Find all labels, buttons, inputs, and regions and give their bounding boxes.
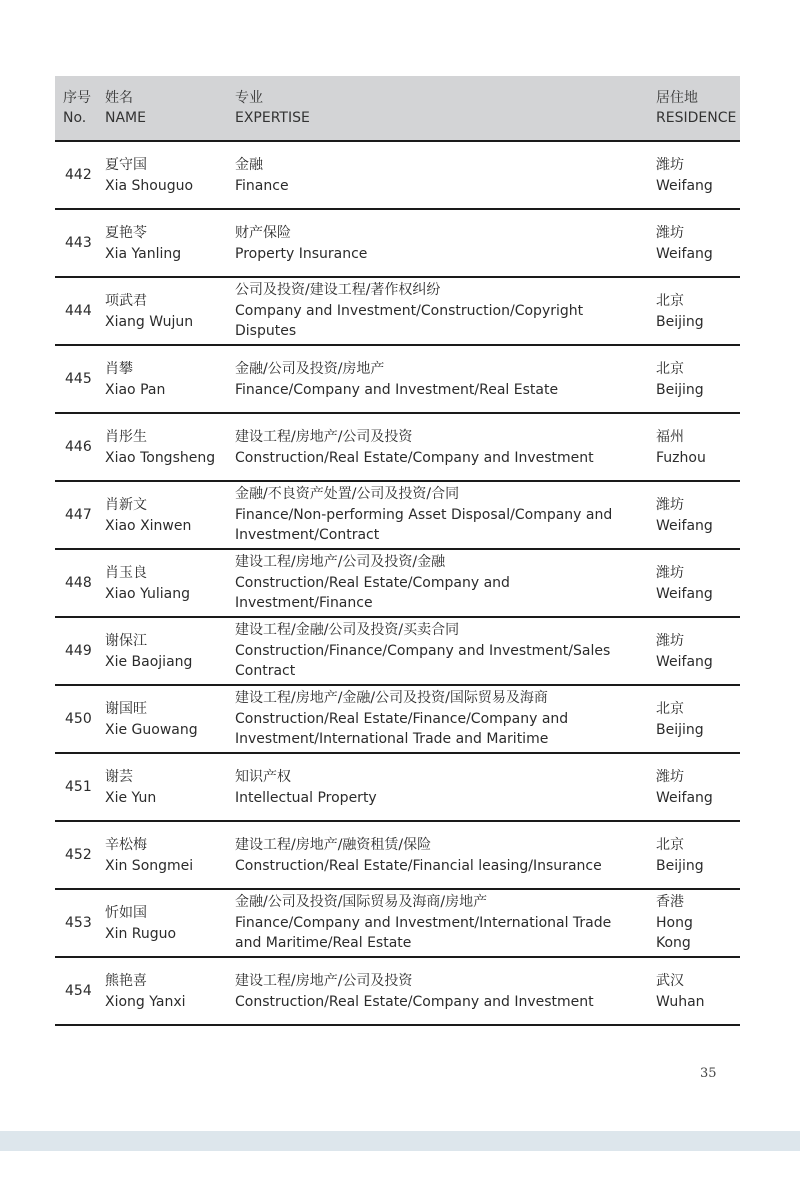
expertise-line: Disputes — [235, 323, 297, 339]
row-expertise — [235, 767, 635, 808]
residence-line: 武汉 — [656, 973, 684, 989]
expertise-line: 金融 — [235, 157, 263, 173]
footer-band — [0, 1131, 800, 1151]
row-name — [105, 359, 230, 400]
residence-line: 潍坊 — [656, 225, 684, 241]
expertise-line: Construction/Finance/Company and Investment/Sales — [235, 642, 611, 659]
residence-line: 北京 — [656, 293, 684, 309]
row-name — [105, 223, 230, 264]
residence-line: 潍坊 — [656, 497, 684, 513]
row-residence — [656, 699, 740, 740]
expertise-line: Finance — [235, 177, 289, 194]
row-expertise — [235, 835, 635, 876]
table-body — [55, 142, 740, 1026]
row-expertise — [235, 620, 635, 682]
expertise-line: Investment/Contract — [235, 527, 380, 543]
row-number: 448 — [65, 575, 92, 591]
table-row — [55, 958, 740, 1026]
row-expertise — [235, 971, 635, 1012]
residence-line: Weifang — [656, 653, 713, 670]
row-number: 445 — [65, 371, 92, 387]
row-name — [105, 699, 230, 740]
expertise-line: 财产保险 — [235, 225, 291, 241]
expertise-line: Construction/Real Estate/Company and Investment — [235, 993, 594, 1010]
row-number: 453 — [65, 915, 92, 931]
expertise-line: Construction/Real Estate/Financial leasing/Insurance — [235, 857, 602, 874]
row-number: 442 — [65, 167, 92, 183]
table-row — [55, 890, 740, 958]
name-english: Xiao Yuliang — [105, 585, 191, 602]
residence-line: Beijing — [656, 721, 704, 738]
residence-line: Weifang — [656, 517, 713, 534]
name-english: Xie Yun — [105, 789, 157, 806]
row-name — [105, 155, 230, 196]
residence-line: Hong — [656, 914, 693, 931]
lawyer-directory-table — [55, 76, 740, 1026]
name-chinese: 肖彤生 — [105, 429, 147, 445]
row-residence — [656, 495, 740, 536]
expertise-line: 金融/不良资产处置/公司及投资/合同 — [235, 486, 460, 502]
expertise-line: Investment/Finance — [235, 595, 373, 611]
expertise-line: 金融/公司及投资/房地产 — [235, 361, 385, 377]
name-english: Xin Ruguo — [105, 925, 177, 942]
row-name — [105, 971, 230, 1012]
residence-line: Weifang — [656, 245, 713, 262]
row-expertise — [235, 688, 635, 750]
name-chinese: 谢保江 — [105, 633, 147, 649]
row-expertise — [235, 552, 635, 614]
table-row — [55, 346, 740, 414]
residence-line: 潍坊 — [656, 769, 684, 785]
row-expertise — [235, 359, 635, 400]
header-no: 序号 No. — [63, 90, 91, 126]
residence-line: 福州 — [656, 429, 684, 445]
residence-line: Fuzhou — [656, 449, 706, 466]
expertise-line: Construction/Real Estate/Company and Investment — [235, 449, 594, 466]
residence-line: Weifang — [656, 585, 713, 602]
expertise-line: 金融/公司及投资/国际贸易及海商/房地产 — [235, 894, 488, 910]
residence-line: 北京 — [656, 701, 684, 717]
row-number: 447 — [65, 507, 92, 523]
name-chinese: 肖玉良 — [105, 565, 147, 581]
row-expertise — [235, 484, 635, 546]
row-residence — [656, 971, 740, 1012]
name-chinese: 熊艳喜 — [105, 973, 147, 989]
name-chinese: 辛松梅 — [105, 837, 147, 853]
expertise-line: 公司及投资/建设工程/著作权纠纷 — [235, 282, 441, 298]
name-chinese: 肖攀 — [105, 361, 133, 377]
row-number: 451 — [65, 779, 92, 795]
table-row — [55, 822, 740, 890]
header-residence: 居住地 RESIDENCE — [656, 90, 737, 126]
residence-line: 北京 — [656, 361, 684, 377]
expertise-line: Finance/Company and Investment/Real Estate — [235, 381, 559, 398]
name-chinese: 谢国旺 — [105, 701, 147, 717]
row-residence — [656, 835, 740, 876]
page-number: 35 — [700, 1066, 717, 1081]
row-number: 454 — [65, 983, 92, 999]
name-english: Xin Songmei — [105, 857, 194, 874]
row-residence — [656, 563, 740, 604]
expertise-line: Property Insurance — [235, 245, 368, 262]
row-name — [105, 835, 230, 876]
row-residence — [656, 427, 740, 468]
table-row — [55, 550, 740, 618]
row-residence — [656, 291, 740, 332]
row-name — [105, 631, 230, 672]
name-english: Xie Guowang — [105, 721, 198, 738]
name-english: Xie Baojiang — [105, 653, 193, 670]
expertise-line: Construction/Real Estate/Finance/Company and — [235, 710, 569, 727]
name-chinese: 夏艳苓 — [105, 225, 147, 241]
name-chinese: 忻如国 — [105, 905, 147, 921]
expertise-line: 建设工程/房地产/公司及投资 — [235, 429, 413, 445]
expertise-line: Finance/Company and Investment/International Trade — [235, 914, 612, 931]
residence-line: Beijing — [656, 381, 704, 398]
row-residence — [656, 892, 740, 954]
table-row — [55, 278, 740, 346]
table-row — [55, 210, 740, 278]
expertise-line: Finance/Non-performing Asset Disposal/Company and — [235, 506, 613, 523]
row-number: 452 — [65, 847, 92, 863]
residence-line: 北京 — [656, 837, 684, 853]
residence-line: 潍坊 — [656, 157, 684, 173]
table-row — [55, 482, 740, 550]
row-residence — [656, 223, 740, 264]
residence-line: Weifang — [656, 177, 713, 194]
table-row — [55, 618, 740, 686]
row-expertise — [235, 155, 635, 196]
row-number: 443 — [65, 235, 92, 251]
row-residence — [656, 359, 740, 400]
row-residence — [656, 767, 740, 808]
expertise-line: 建设工程/房地产/金融/公司及投资/国际贸易及海商 — [235, 690, 548, 706]
header-expertise: 专业 EXPERTISE — [235, 90, 310, 126]
row-number: 446 — [65, 439, 92, 455]
table-row — [55, 414, 740, 482]
row-name — [105, 495, 230, 536]
name-chinese: 谢芸 — [105, 769, 133, 785]
name-english: Xiang Wujun — [105, 313, 194, 330]
table-header — [55, 76, 740, 142]
row-name — [105, 767, 230, 808]
expertise-line: and Maritime/Real Estate — [235, 935, 412, 951]
expertise-line: 建设工程/金融/公司及投资/买卖合同 — [235, 622, 460, 638]
row-number: 450 — [65, 711, 92, 727]
expertise-line: 知识产权 — [235, 769, 291, 785]
residence-line: Kong — [656, 935, 691, 951]
residence-line: Beijing — [656, 313, 704, 330]
table-row — [55, 754, 740, 822]
row-residence — [656, 155, 740, 196]
expertise-line: Construction/Real Estate/Company and — [235, 574, 510, 591]
name-english: Xiong Yanxi — [105, 993, 186, 1010]
row-residence — [656, 631, 740, 672]
name-english: Xia Shouguo — [105, 177, 194, 194]
name-chinese: 肖新文 — [105, 497, 147, 513]
expertise-line: Intellectual Property — [235, 789, 377, 806]
name-chinese: 项武君 — [105, 293, 147, 309]
name-english: Xia Yanling — [105, 245, 182, 262]
residence-line: 潍坊 — [656, 565, 684, 581]
row-number: 449 — [65, 643, 92, 659]
name-english: Xiao Pan — [105, 381, 166, 398]
row-expertise — [235, 427, 635, 468]
expertise-line: 建设工程/房地产/公司及投资 — [235, 973, 413, 989]
residence-line: 潍坊 — [656, 633, 684, 649]
row-name — [105, 903, 230, 944]
residence-line: 香港 — [656, 894, 684, 910]
row-name — [105, 427, 230, 468]
residence-line: Wuhan — [656, 993, 705, 1010]
table-row — [55, 686, 740, 754]
row-expertise — [235, 892, 635, 954]
residence-line: Weifang — [656, 789, 713, 806]
name-chinese: 夏守国 — [105, 157, 147, 173]
row-expertise — [235, 280, 635, 342]
residence-line: Beijing — [656, 857, 704, 874]
row-expertise — [235, 223, 635, 264]
header-name: 姓名 NAME — [105, 90, 146, 126]
expertise-line: Contract — [235, 663, 296, 679]
name-english: Xiao Tongsheng — [105, 449, 216, 466]
row-name — [105, 291, 230, 332]
row-name — [105, 563, 230, 604]
expertise-line: 建设工程/房地产/融资租赁/保险 — [235, 837, 432, 853]
name-english: Xiao Xinwen — [105, 517, 192, 534]
table-row — [55, 142, 740, 210]
row-number: 444 — [65, 303, 92, 319]
expertise-line: Company and Investment/Construction/Copyright — [235, 302, 584, 319]
expertise-line: 建设工程/房地产/公司及投资/金融 — [235, 554, 446, 570]
expertise-line: Investment/International Trade and Maritime — [235, 731, 549, 747]
